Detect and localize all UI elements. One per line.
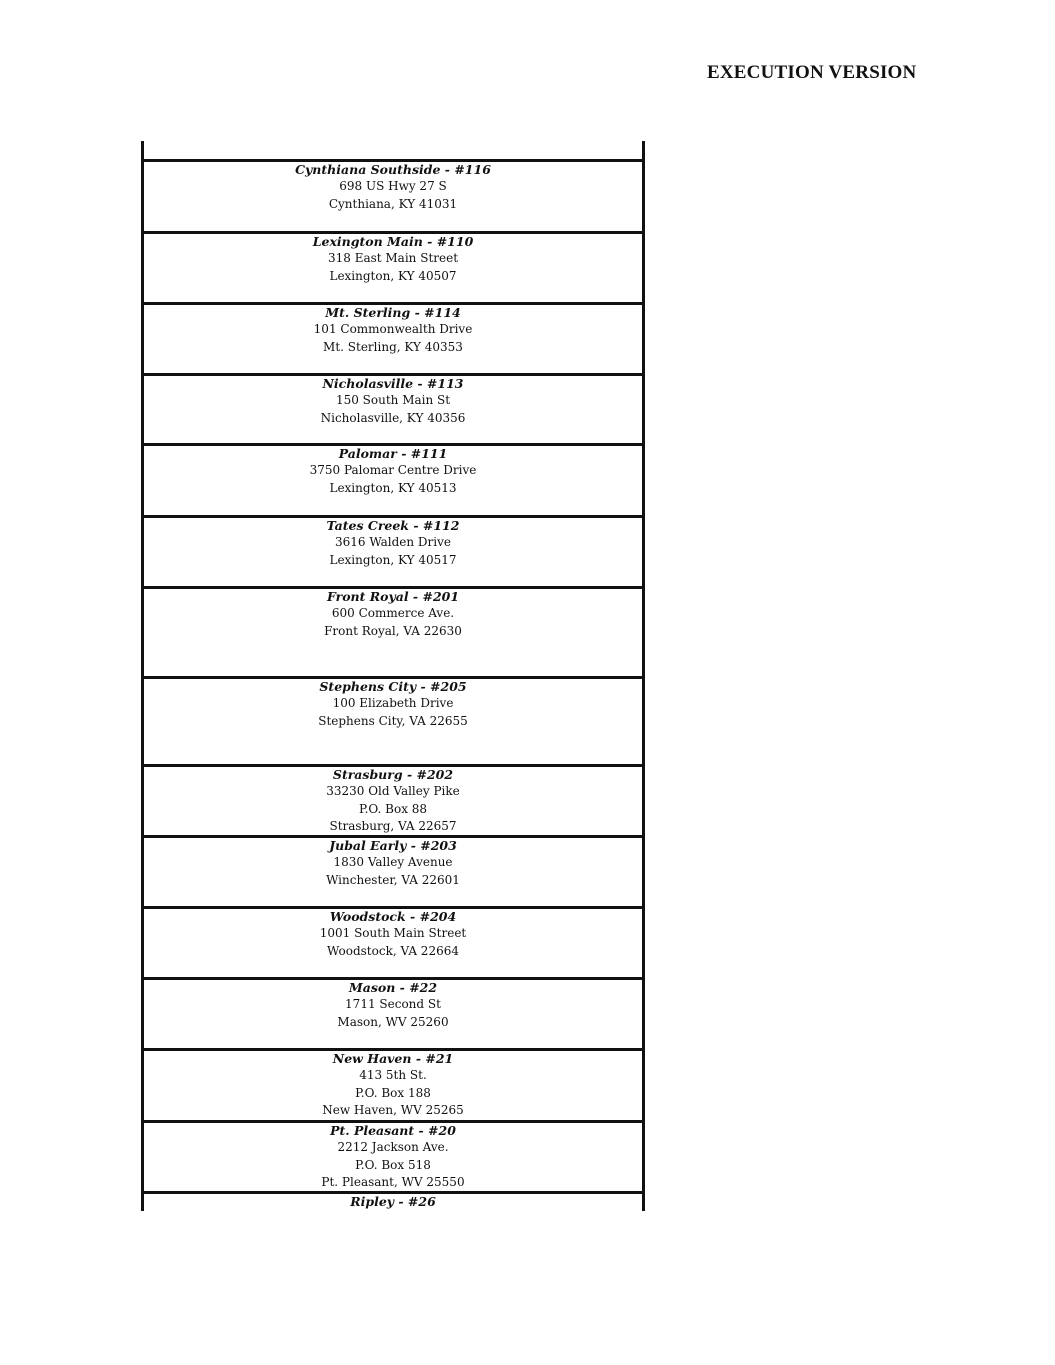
address-line: Stephens City, VA 22655 [318,713,468,728]
locations-table [141,141,645,1211]
location-name: Woodstock - #204 [329,909,457,924]
location-name: Pt. Pleasant - #20 [330,1123,456,1138]
location-row [144,1120,642,1192]
location-name: Front Royal - #201 [326,589,460,604]
address-line: 1830 Valley Avenue [333,855,453,869]
address-line: Cynthiana, KY 41031 [328,196,458,211]
location-row [144,373,642,445]
address-line: Strasburg, VA 22657 [329,819,457,833]
address-line: P.O. Box 518 [355,1157,431,1172]
address-line: 101 Commonwealth Drive [313,322,473,336]
location-name: Cynthiana Southside - #116 [295,162,491,177]
address-line: Lexington, KY 40513 [329,480,457,495]
location-row [144,586,642,677]
location-row [144,302,642,374]
document-header: EXECUTION VERSION [707,62,917,83]
address-line: Lexington, KY 40517 [329,552,457,567]
location-name: Mason - #22 [348,980,438,995]
address-line: 33230 Old Valley Pike [326,784,460,798]
location-name: New Haven - #21 [332,1051,454,1066]
address-line: Woodstock, VA 22664 [327,943,459,958]
address-line: 3750 Palomar Centre Drive [309,463,477,477]
location-row [144,906,642,978]
location-row [144,764,642,837]
location-name: Palomar - #111 [338,446,448,461]
address-line: 1711 Second St [345,997,441,1011]
address-line: 100 Elizabeth Drive [332,696,454,710]
address-line: New Haven, WV 25265 [322,1103,464,1117]
address-line: Pt. Pleasant, WV 25550 [321,1175,465,1189]
address-line: 318 East Main Street [327,251,459,265]
location-row [144,676,642,765]
location-name: Mt. Sterling - #114 [325,305,461,320]
location-name: Tates Creek - #112 [326,518,460,533]
location-name: Strasburg - #202 [332,767,454,782]
address-line: Winchester, VA 22601 [326,872,460,887]
location-name: Nicholasville - #113 [322,376,464,391]
address-line: P.O. Box 188 [355,1085,431,1100]
location-name: Lexington Main - #110 [312,234,474,249]
address-line: 150 South Main St [335,393,451,407]
address-line: 600 Commerce Ave. [331,606,455,620]
address-line: 413 5th St. [359,1068,427,1082]
location-name: Stephens City - #205 [319,679,467,694]
location-row [144,159,642,232]
location-row [144,515,642,587]
address-line: 3616 Walden Drive [334,535,452,549]
address-line: Mason, WV 25260 [337,1014,449,1029]
location-row [144,1048,642,1120]
address-line: Mt. Sterling, KY 40353 [323,339,463,354]
location-row [144,1191,642,1211]
location-name: Ripley - #26 [350,1194,436,1209]
address-line: Nicholasville, KY 40356 [320,410,466,425]
address-line: 2212 Jackson Ave. [337,1140,449,1154]
location-row [144,835,642,907]
location-name: Jubal Early - #203 [329,838,457,853]
address-line: Front Royal, VA 22630 [324,623,462,638]
location-row [144,443,642,516]
address-line: 698 US Hwy 27 S [339,179,447,193]
location-row [144,231,642,303]
address-line: 1001 South Main Street [319,926,467,940]
address-line: P.O. Box 88 [358,801,428,816]
address-line: Lexington, KY 40507 [329,268,457,283]
location-row [144,977,642,1049]
